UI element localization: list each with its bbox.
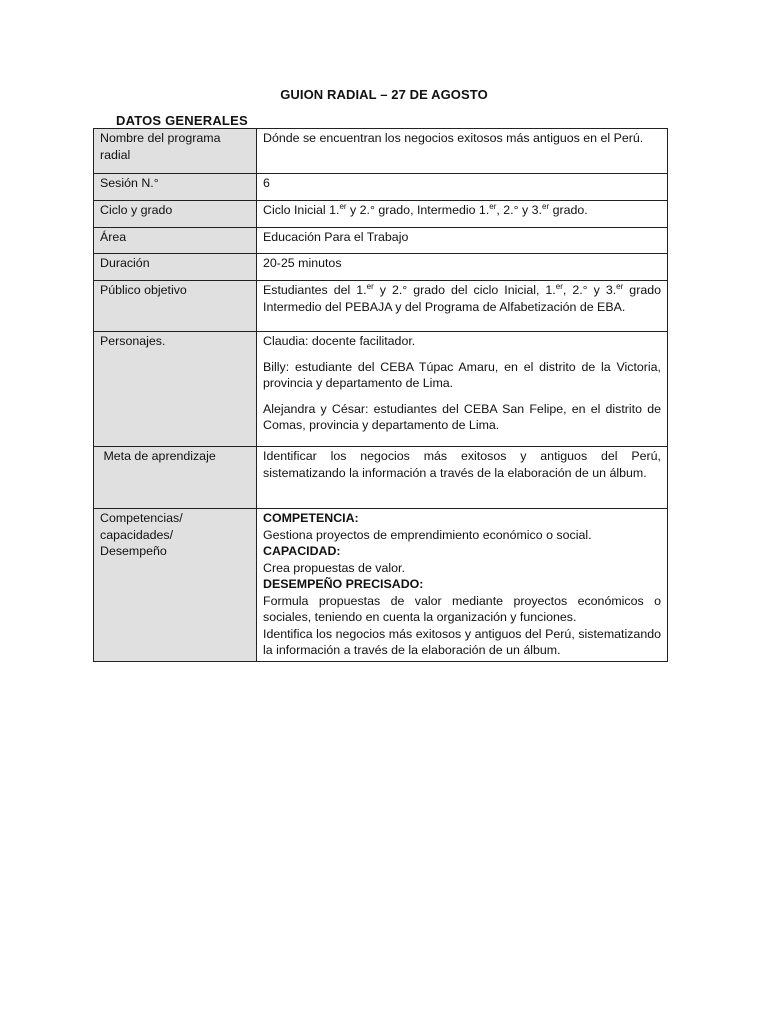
table-row-meta (94, 447, 668, 509)
character-paragraph: Billy: estudiante del CEBA Túpac Amaru, en el distrito de la Victoria, provincia y departamento de Lima. (263, 359, 661, 390)
label-line: Competencias/ (100, 511, 183, 525)
row-label: Duración (94, 254, 257, 281)
table-row-duracion (94, 254, 668, 281)
value-text: , 2.° y 3. (496, 203, 542, 217)
row-value: Educación Para el Trabajo (257, 228, 668, 254)
ordinal-superscript: er (555, 281, 563, 291)
value-text: y 2.° grado, Intermedio 1. (346, 203, 490, 217)
table-row-personajes (94, 332, 668, 447)
ordinal-superscript: er (489, 201, 497, 211)
document-title: GUION RADIAL – 27 DE AGOSTO (280, 87, 488, 102)
table-row-sesion (94, 174, 668, 201)
ordinal-superscript: er (542, 201, 550, 211)
capacidad-text: Crea propuestas de valor. (263, 560, 405, 575)
row-label: Ciclo y grado (94, 201, 257, 228)
value-text: y 2.° grado del ciclo Inicial, 1. (373, 283, 556, 297)
general-data-table (93, 128, 668, 662)
capacidad-heading: CAPACIDAD: (263, 544, 341, 558)
ordinal-superscript: er (366, 281, 374, 291)
table-row-publico (94, 281, 668, 332)
character-paragraph: Alejandra y César: estudiantes del CEBA San Felipe, en el distrito de Comas, provincia y departamento de Lima. (263, 401, 661, 432)
value-text: grado. (549, 203, 588, 217)
desempeno-text: Formula propuestas de valor mediante proyectos económicos o sociales, teniendo en cuenta la organización y funciones. (263, 593, 661, 624)
row-value (257, 281, 668, 332)
row-value: Identificar los negocios más exitosos y antiguos del Perú, sistematizando la información a través de la elaboración de un álbum. (257, 447, 668, 509)
ordinal-superscript: er (616, 281, 624, 291)
row-label: Nombre del programa radial (94, 129, 257, 174)
table-row-competencias (94, 509, 668, 662)
row-label: Sesión N.° (94, 174, 257, 201)
desempeno-text: Identifica los negocios más exitosos y antiguos del Perú, sistematizando la información a través de la elaboración de un álbum. (263, 626, 661, 657)
row-value (257, 201, 668, 228)
ordinal-superscript: er (339, 201, 347, 211)
table-row-programa (94, 129, 668, 174)
row-value: 6 (257, 174, 668, 201)
row-value: Dónde se encuentran los negocios exitosos más antiguos en el Perú. (257, 129, 668, 174)
row-value: 20-25 minutos (257, 254, 668, 281)
row-value (257, 509, 668, 662)
character-paragraph: Claudia: docente facilitador. (263, 334, 416, 348)
row-label: Personajes. (94, 332, 257, 447)
row-label: Meta de aprendizaje (94, 447, 257, 509)
section-heading: DATOS GENERALES (116, 113, 248, 128)
row-value (257, 332, 668, 447)
value-text: , 2.° y 3. (562, 283, 617, 297)
value-text: Ciclo Inicial 1. (263, 203, 340, 217)
label-line: Desempeño (100, 544, 167, 558)
value-text: grado Intermedio del PEBAJA y del Programa de Alfabetización de EBA. (263, 283, 661, 314)
row-label (94, 509, 257, 662)
row-label: Público objetivo (94, 281, 257, 332)
value-text: Estudiantes del 1. (263, 283, 367, 297)
row-label: Área (94, 228, 257, 254)
table-row-ciclo (94, 201, 668, 228)
desempeno-heading: DESEMPEÑO PRECISADO: (263, 577, 424, 591)
table-row-area (94, 228, 668, 254)
competencia-text: Gestiona proyectos de emprendimiento económico o social. (263, 527, 592, 542)
label-line: capacidades/ (100, 527, 174, 542)
competencia-heading: COMPETENCIA: (263, 511, 359, 525)
